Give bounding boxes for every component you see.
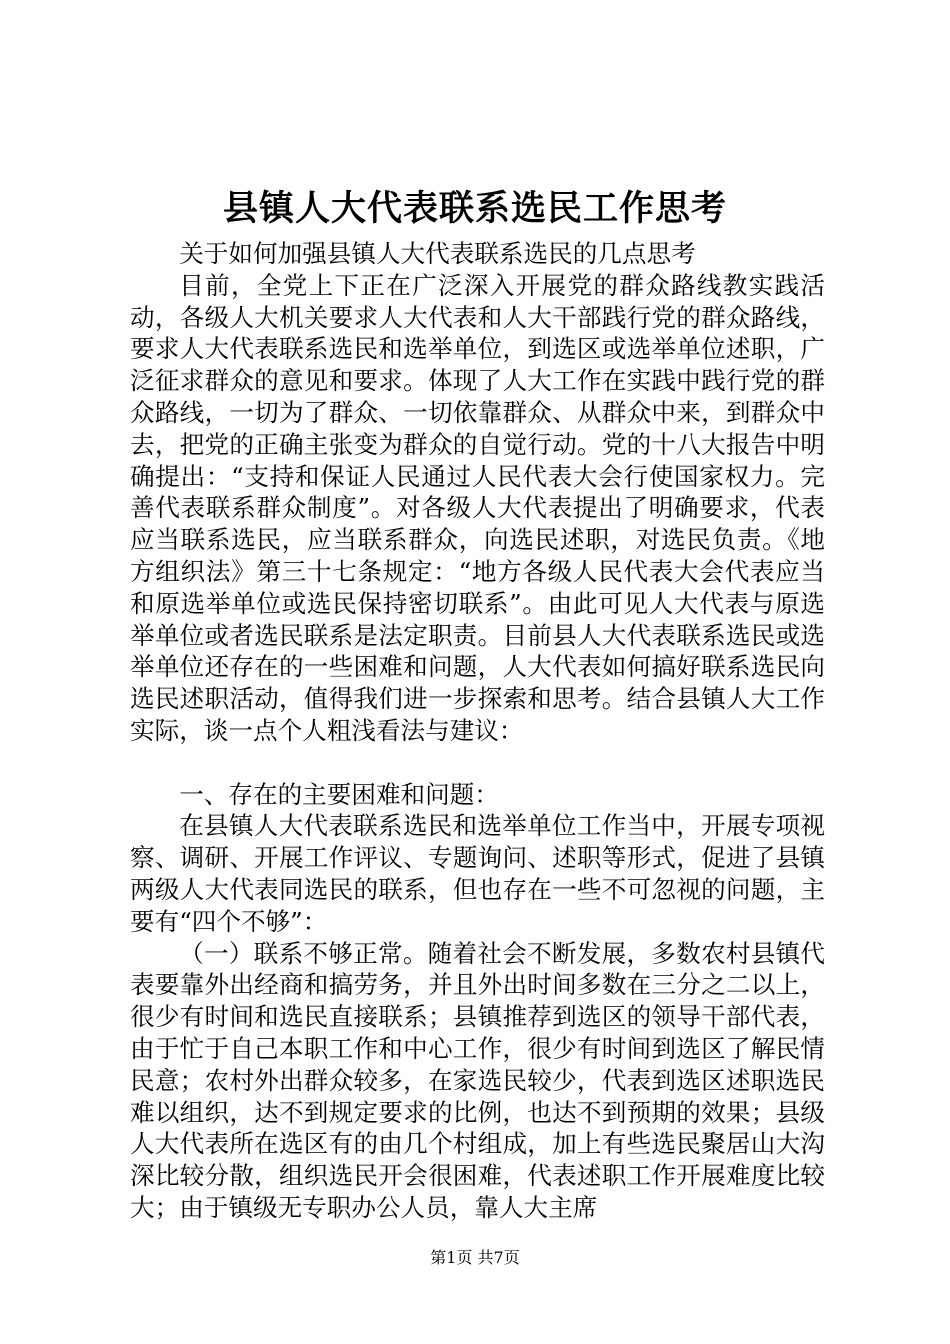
paragraph-subtitle: 关于如何加强县镇人大代表联系选民的几点思考	[179, 239, 696, 268]
paragraph-point-one: （一）联系不够正常。随着社会不断发展，多数农村县镇代表要靠外出经商和搞劳务，并且外出时间多数在三分之二以上，很少有时间和选民直接联系；县镇推荐到选区的领导干部代表，由于忙于自己本职工作和中心工作，很少有时间到选区了解民情民意；农村外出群众较多，在家选民较少，代表到选区述职选民难以组织，达不到规定要求的比例，也达不到预期的效果；县级人大代表所在选区有的由几个村组成，加上有些选民聚居山大沟深比较分散，组织选民开会很困难，代表述职工作开展难度比较大；由于镇级无专职办公人员，靠人大主席	[130, 938, 825, 1222]
document-title: 县镇人大代表联系选民工作思考	[222, 188, 727, 229]
paragraph-problems: 在县镇人大代表联系选民和选举单位工作当中，开展专项视察、调研、开展工作评议、专题询问、述职等形式，促进了县镇两级人大代表同选民的联系，但也存在一些不可忽视的问题，主要有“四个不够”：	[130, 811, 825, 936]
document-body	[130, 238, 825, 1224]
section-heading: 一、存在的主要困难和问题：	[179, 779, 499, 809]
paragraph-intro: 目前，全党上下正在广泛深入开展党的群众路线教实践活动，各级人大机关要求人大代表和人大干部践行党的群众路线，要求人大代表联系选民和选举单位，到选区或选举单位述职，广泛征求群众的意见和要求。体现了人大工作在实践中践行党的群众路线，一切为了群众、一切依靠群众、从群众中来，到群众中去，把党的正确主张变为群众的自觉行动。党的十八大报告中明确提出：“支持和保证人民通过人民代表大会行使国家权力。完善代表联系群众制度”。对各级人大代表提出了明确要求，代表应当联系选民，应当联系群众，向选民述职，对选民负责。《地方组织法》第三十七条规定：“地方各级人民代表大会代表应当和原选举单位或选民保持密切联系”。由此可见人大代表与原选举单位或者选民联系是法定职责。目前县人大代表联系选民或选举单位还存在的一些困难和问题，人大代表如何搞好联系选民向选民述职活动，值得我们进一步探索和思考。结合县镇人大工作实际，谈一点个人粗浅看法与建议：	[130, 270, 825, 745]
page-footer: 第1页 共7页	[430, 1248, 520, 1267]
